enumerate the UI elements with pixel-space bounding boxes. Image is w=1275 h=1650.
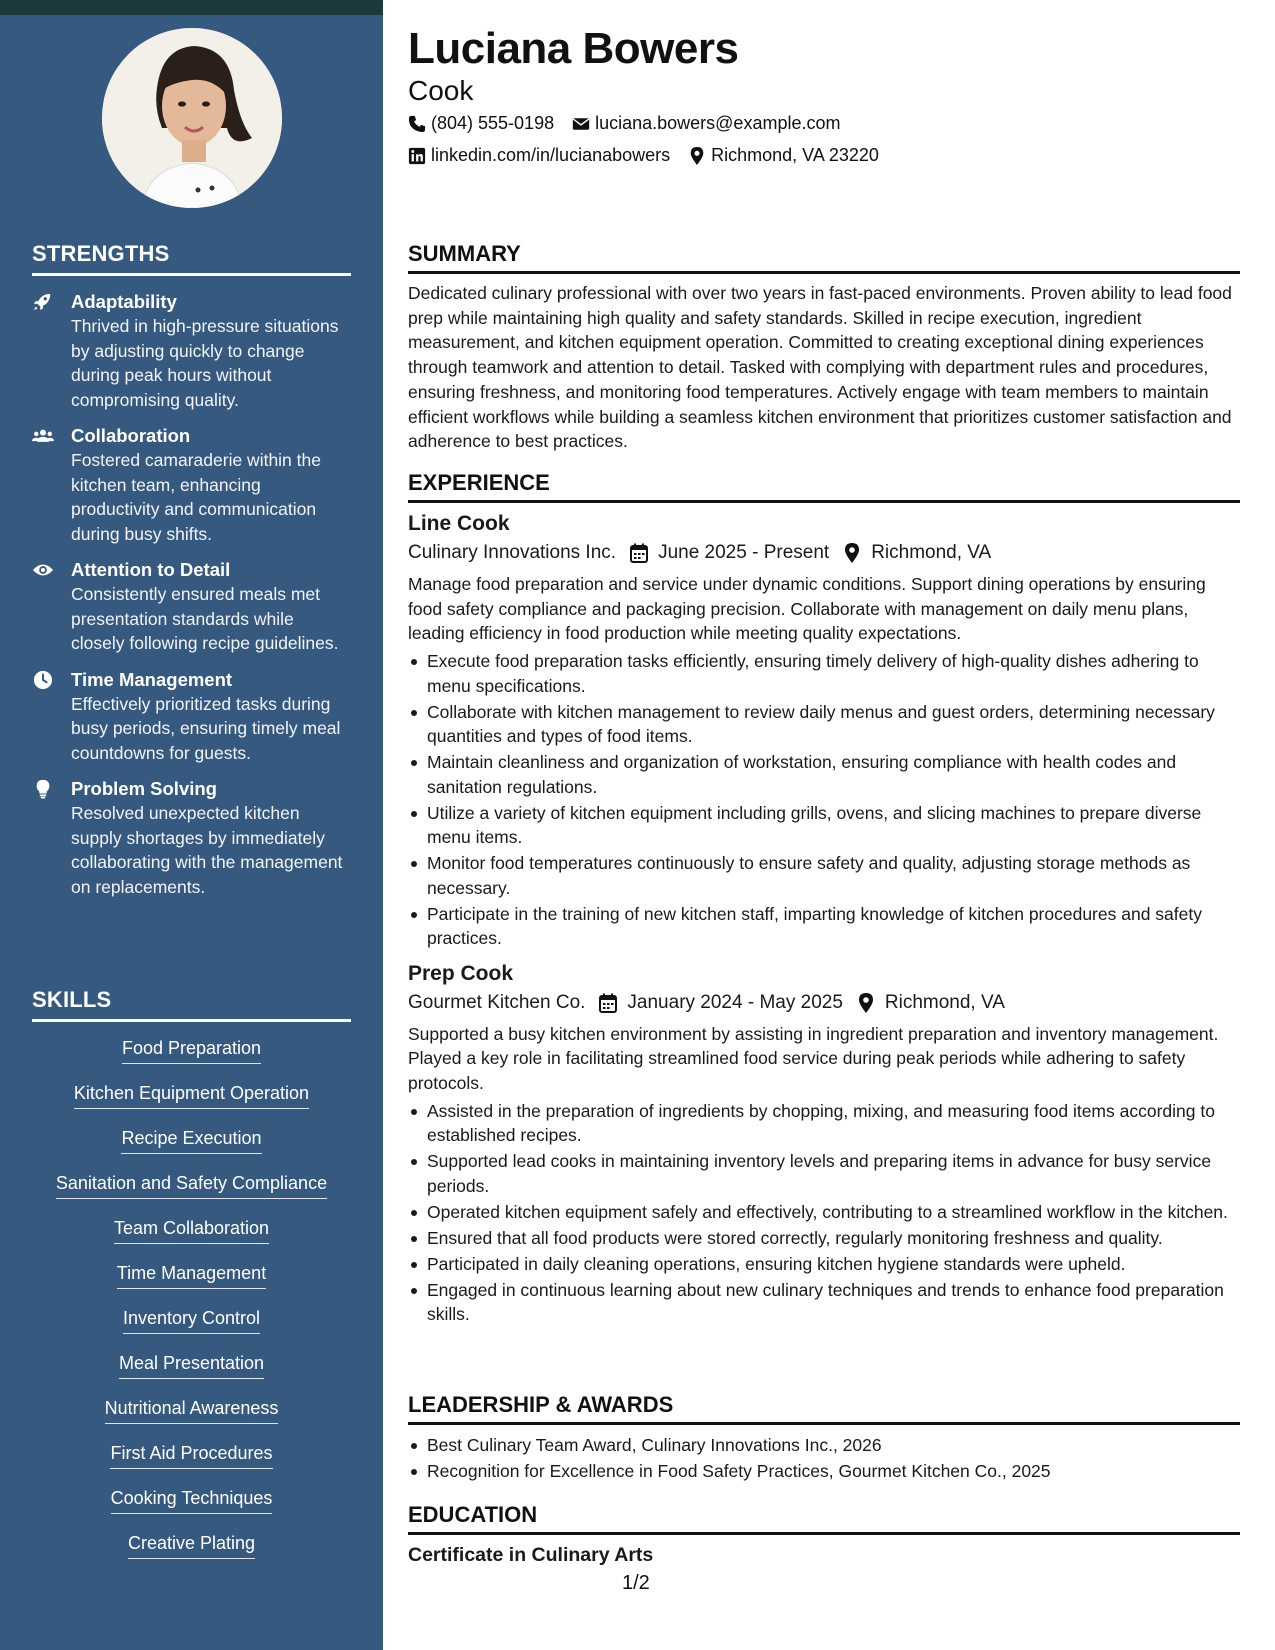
- skill-label: Nutritional Awareness: [105, 1396, 279, 1424]
- skill-label: Meal Presentation: [119, 1351, 264, 1379]
- skills-list: [32, 1036, 351, 1576]
- strength-item: [32, 668, 351, 766]
- skills-heading: SKILLS: [32, 987, 351, 1022]
- summary-section: [408, 241, 1240, 454]
- skill-item: [32, 1126, 351, 1171]
- skill-item: [32, 1171, 351, 1216]
- calendar-icon: [599, 993, 617, 1013]
- experience-section: [408, 470, 1240, 1328]
- job-location: Richmond, VA: [884, 991, 1005, 1013]
- skill-item: [32, 1216, 351, 1261]
- bullet-item: Utilize a variety of kitchen equipment including grills, ovens, and slicing machines to prepare diverse menu items.: [408, 801, 1240, 850]
- skill-label: Recipe Execution: [121, 1126, 261, 1154]
- strength-description: Thrived in high-pressure situations by adjusting quickly to change during peak hours without compromising quality.: [71, 316, 339, 410]
- job-dates: January 2024 - May 2025: [627, 991, 843, 1013]
- users-icon: [32, 426, 54, 446]
- strength-description: Resolved unexpected kitchen supply shortages by immediately collaborating with the management on replacements.: [71, 803, 343, 897]
- job-entry: [408, 962, 1240, 1327]
- strength-title: Attention to Detail: [71, 559, 231, 580]
- summary-text: Dedicated culinary professional with over two years in fast-paced environments. Proven ability to lead food prep while maintaining high quality and safety standards. Skilled in recipe execution, ingredient measurement, and kitchen equipment operation. Committed to creating exceptional dining experiences through teamwork and attention to detail. Tasked with complying with department rules and procedures, ensuring freshness, and monitoring food temperatures. Actively engage with team members to maintain efficient workflows while building a seamless kitchen environment that prioritizes customer satisfaction and adherence to best practices.: [408, 283, 1232, 452]
- strength-item: [32, 558, 351, 656]
- bullet-item: Collaborate with kitchen management to review daily menus and guest orders, determining necessary quantities and types of food items.: [408, 700, 1240, 749]
- job-entry: [408, 512, 1240, 951]
- summary-heading: SUMMARY: [408, 241, 1240, 274]
- strength-description: Fostered camaraderie within the kitchen team, enhancing productivity and communication during busy shifts.: [71, 450, 321, 544]
- job-title: Line Cook: [408, 512, 510, 535]
- skill-label: Cooking Techniques: [111, 1486, 273, 1514]
- skill-label: Team Collaboration: [114, 1216, 269, 1244]
- award-item: Best Culinary Team Award, Culinary Innovations Inc., 2026: [408, 1433, 1240, 1458]
- bullet-item: Execute food preparation tasks efficiently, ensuring timely delivery of high-quality dishes adhering to menu specifications.: [408, 649, 1240, 698]
- job-dates: June 2025 - Present: [658, 542, 830, 563]
- phone-icon: [408, 115, 426, 133]
- contact-row: [408, 113, 858, 134]
- bullet-item: Ensured that all food products were stored correctly, regularly monitoring freshness and quality.: [408, 1226, 1240, 1251]
- strength-description: Consistently ensured meals met presentation standards while closely following recipe guidelines.: [71, 584, 339, 653]
- contact-row: [408, 145, 897, 166]
- phone-contact: [408, 113, 554, 134]
- bullet-item: Participate in the training of new kitchen staff, imparting knowledge of kitchen procedures and safety practices.: [408, 902, 1240, 951]
- job-description: Manage food preparation and service under dynamic conditions. Support dining operations by ensuring food safety compliance and packaging precision. Collaborate with management on daily menu plans, leading efficiency in food production while meeting quality expectations.: [408, 574, 1206, 644]
- skills-section: [32, 987, 351, 1576]
- location-text: Richmond, VA 23220: [711, 145, 879, 165]
- skill-item: [32, 1081, 351, 1126]
- awards-list: [408, 1433, 1240, 1484]
- candidate-name: Luciana Bowers: [408, 24, 739, 73]
- strengths-heading: STRENGTHS: [32, 241, 351, 276]
- education-heading: EDUCATION: [408, 1502, 1240, 1535]
- skill-label: Sanitation and Safety Compliance: [56, 1171, 327, 1199]
- clock-icon: [32, 670, 54, 690]
- bullet-item: Assisted in the preparation of ingredients by chopping, mixing, and measuring food items according to established recipes.: [408, 1099, 1240, 1148]
- lightbulb-icon: [32, 779, 54, 799]
- sidebar: [0, 0, 383, 1650]
- calendar-icon: [630, 543, 648, 563]
- job-meta: [408, 992, 1240, 1014]
- strength-item: [32, 424, 351, 546]
- skill-label: Food Preparation: [122, 1036, 261, 1064]
- strength-item: [32, 777, 351, 899]
- skill-item: [32, 1486, 351, 1531]
- awards-heading: LEADERSHIP & AWARDS: [408, 1392, 1240, 1425]
- strength-title: Adaptability: [71, 291, 177, 312]
- award-item: Recognition for Excellence in Food Safety Practices, Gourmet Kitchen Co., 2025: [408, 1459, 1240, 1484]
- job-description: Supported a busy kitchen environment by assisting in ingredient preparation and inventory management. Played a key role in facilitating streamlined food service during peak periods while adhering to safety protocols.: [408, 1023, 1219, 1094]
- envelope-icon: [572, 115, 590, 133]
- email-contact[interactable]: [572, 113, 840, 134]
- skill-item: [32, 1036, 351, 1081]
- skill-item: [32, 1261, 351, 1306]
- job-bullets: [408, 649, 1240, 951]
- skill-label: Time Management: [117, 1261, 266, 1289]
- phone-text: (804) 555-0198: [431, 113, 555, 133]
- avatar: [102, 28, 282, 208]
- skill-item: [32, 1306, 351, 1351]
- rocket-icon: [32, 292, 54, 312]
- linkedin-contact[interactable]: [408, 145, 670, 166]
- job-title: Prep Cook: [408, 961, 514, 985]
- strength-item: [32, 290, 351, 412]
- linkedin-icon: [408, 147, 426, 165]
- skill-item: [32, 1531, 351, 1576]
- skill-label: Kitchen Equipment Operation: [74, 1081, 309, 1109]
- skill-item: [32, 1351, 351, 1396]
- strengths-section: [32, 241, 351, 899]
- location-contact: [688, 145, 879, 166]
- education-degree: Certificate in Culinary Arts: [408, 1544, 654, 1566]
- strength-description: Effectively prioritized tasks during busy periods, ensuring timely meal countdowns for guests.: [71, 693, 341, 763]
- eye-icon: [32, 560, 54, 580]
- linkedin-link[interactable]: linkedin.com/in/lucianabowers: [431, 145, 671, 165]
- job-meta: [408, 542, 1240, 564]
- bullet-item: Engaged in continuous learning about new culinary techniques and trends to enhance food preparation skills.: [408, 1278, 1240, 1327]
- strength-title: Collaboration: [71, 425, 191, 446]
- portrait-photo: [102, 28, 282, 208]
- candidate-role: Cook: [408, 75, 474, 106]
- job-bullets: [408, 1099, 1240, 1327]
- awards-section: [408, 1392, 1240, 1485]
- sidebar-top-bar: [0, 0, 383, 15]
- skill-item: [32, 1396, 351, 1441]
- bullet-item: Operated kitchen equipment safely and effectively, contributing to a streamlined workflow in the kitchen.: [408, 1200, 1240, 1225]
- skill-label: Creative Plating: [128, 1531, 255, 1559]
- map-pin-icon: [857, 993, 875, 1013]
- bullet-item: Monitor food temperatures continuously to ensure safety and quality, adjusting storage methods as necessary.: [408, 851, 1240, 900]
- company-name: Gourmet Kitchen Co.: [408, 991, 586, 1013]
- bullet-item: Maintain cleanliness and organization of workstation, ensuring compliance with health codes and sanitation regulations.: [408, 750, 1240, 799]
- experience-heading: EXPERIENCE: [408, 470, 1240, 503]
- map-pin-icon: [843, 543, 861, 563]
- skill-item: [32, 1441, 351, 1486]
- bullet-item: Participated in daily cleaning operations, ensuring kitchen hygiene standards were upheld.: [408, 1252, 1240, 1277]
- education-section: [408, 1502, 1240, 1567]
- skill-label: Inventory Control: [123, 1306, 260, 1334]
- bullet-item: Supported lead cooks in maintaining inventory levels and preparing items in advance for busy service periods.: [408, 1149, 1240, 1198]
- strength-title: Time Management: [71, 668, 233, 690]
- page-number: 1/2: [622, 1572, 650, 1594]
- strength-title: Problem Solving: [71, 778, 217, 799]
- map-pin-icon: [688, 147, 706, 165]
- company-name: Culinary Innovations Inc.: [408, 542, 617, 563]
- email-link[interactable]: luciana.bowers@example.com: [595, 113, 841, 133]
- job-location: Richmond, VA: [871, 542, 992, 563]
- skill-label: First Aid Procedures: [110, 1441, 272, 1469]
